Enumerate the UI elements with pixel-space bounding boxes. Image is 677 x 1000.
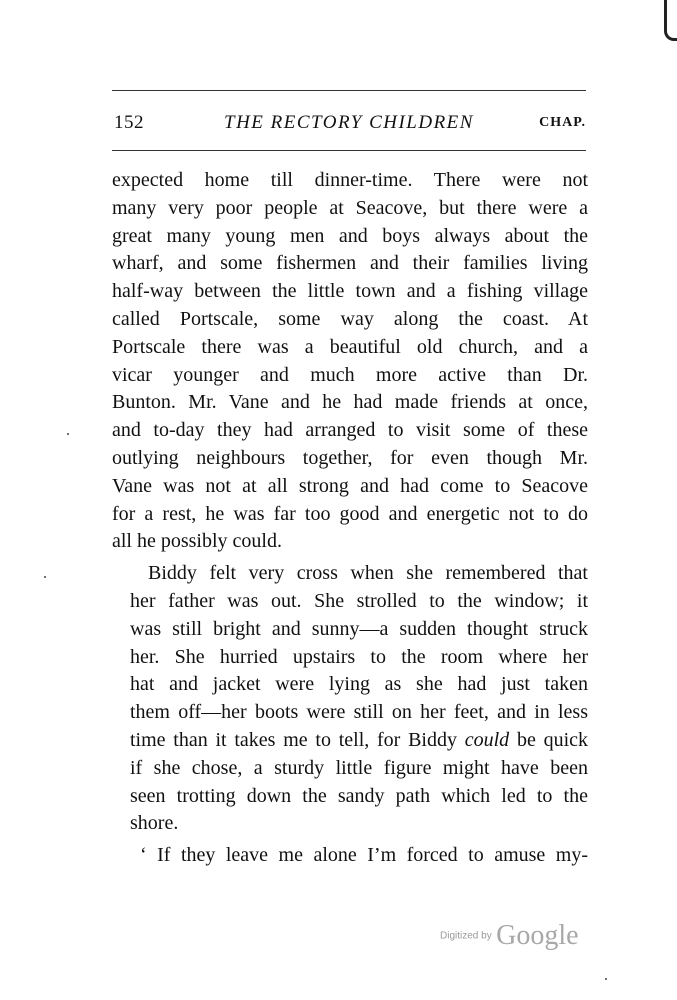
text-line: her. She hurried upstairs to the room where her — [130, 645, 588, 668]
text-line: seen trotting down the sandy path which led to the — [130, 784, 588, 807]
text-line: hat and jacket were lying as she had just taken — [130, 673, 588, 696]
chapter-label: CHAP. — [539, 115, 586, 130]
top-rule — [112, 90, 586, 91]
text-line: great many young men and boys always about the — [112, 224, 588, 247]
page-number: 152 — [114, 112, 144, 133]
running-title: THE RECTORY CHILDREN — [224, 112, 474, 133]
text-line: wharf, and some fishermen and their families living — [112, 252, 588, 275]
watermark-prefix: Digitized by — [440, 930, 492, 942]
text-line: Bunton. Mr. Vane and he had made friends at once, — [112, 391, 588, 414]
text-line: all he possibly could. — [112, 530, 282, 553]
body-text — [112, 167, 588, 870]
text-line: shore. — [130, 812, 179, 835]
text-line: ‘ If they leave me alone I’m forced to amuse my- — [140, 844, 588, 867]
text-line: them off—her boots were still on her feet, and in less — [130, 701, 588, 724]
text-line: outlying neighbours together, for even though Mr. — [112, 446, 588, 469]
text-line: was still bright and sunny—a sudden thought struck — [130, 617, 588, 640]
text-line: Biddy felt very cross when she remembered that — [148, 562, 588, 585]
text-line: Vane was not at all strong and had come to Seacove — [112, 474, 588, 497]
scan-speck — [605, 978, 607, 980]
scan-speck — [44, 576, 46, 578]
google-digitized-watermark — [440, 920, 579, 952]
page-header — [112, 112, 586, 136]
scan-edge-mark — [664, 0, 677, 41]
text-line: called Portscale, some way along the coast. At — [112, 307, 588, 330]
paragraph — [112, 560, 588, 838]
text-line: if she chose, a sturdy little figure might have been — [130, 756, 588, 779]
scan-speck — [67, 433, 69, 435]
text-line: her father was out. She strolled to the window; it — [130, 589, 588, 612]
text-line: half-way between the little town and a fishing village — [112, 280, 588, 303]
text-line: and to-day they had arranged to visit some of these — [112, 419, 588, 442]
paragraph — [112, 842, 588, 870]
italic-word: could — [464, 728, 510, 751]
text-line: expected home till dinner-time. There were not — [112, 169, 588, 191]
google-logo: Google — [496, 920, 579, 951]
text-line-with-italic — [112, 727, 588, 755]
header-rule — [112, 150, 586, 151]
text-line: many very poor people at Seacove, but there were a — [112, 196, 588, 219]
text-line: for a rest, he was far too good and energetic not to do — [112, 502, 588, 525]
text-line: vicar younger and much more active than Dr. — [112, 363, 588, 386]
text-fragment: time than it takes me to tell, for Biddy — [130, 728, 457, 751]
text-fragment: be quick — [516, 728, 589, 751]
paragraph — [112, 167, 588, 556]
text-line: Portscale there was a beautiful old church, and a — [112, 335, 588, 358]
